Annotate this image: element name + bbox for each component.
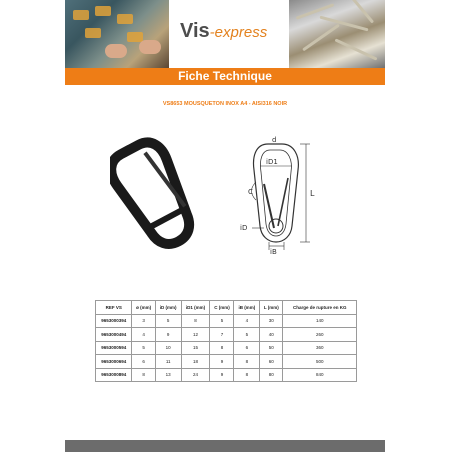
carabiner-photo xyxy=(110,135,202,263)
screws-photo xyxy=(289,0,385,68)
cell-ref: 9653000394 xyxy=(96,314,132,328)
cell-l: 60 xyxy=(260,355,283,369)
cell-l: 30 xyxy=(260,314,283,328)
table-row xyxy=(96,368,357,382)
header-banner xyxy=(65,0,385,68)
cell-l: 80 xyxy=(260,368,283,382)
label-l: L xyxy=(310,189,315,198)
cell-ref: 9653000894 xyxy=(96,368,132,382)
spec-sheet-page xyxy=(65,0,385,452)
cell-id: 13 xyxy=(155,368,181,382)
specs-header-row xyxy=(96,301,357,315)
cell-ib: 6 xyxy=(234,341,260,355)
table-row xyxy=(96,314,357,328)
cell-c: 9 xyxy=(210,355,234,369)
cell-id: 10 xyxy=(155,341,181,355)
cell-id1: 24 xyxy=(181,368,210,382)
label-c: C xyxy=(248,188,253,196)
header-l: L (mm) xyxy=(260,301,283,315)
cell-id: 11 xyxy=(155,355,181,369)
table-row xyxy=(96,355,357,369)
cell-charge: 500 xyxy=(283,355,357,369)
cell-ib: 5 xyxy=(234,328,260,342)
cell-diameter: 8 xyxy=(132,368,155,382)
cell-id1: 18 xyxy=(181,355,210,369)
label-ib: iB xyxy=(270,248,277,255)
specs-table xyxy=(95,300,357,382)
brand-main: Vis xyxy=(180,20,210,42)
label-id1: iD1 xyxy=(266,158,278,166)
cell-c: 9 xyxy=(210,368,234,382)
cell-diameter: 3 xyxy=(132,314,155,328)
cell-id1: 8 xyxy=(181,314,210,328)
dimension-diagram xyxy=(240,130,330,255)
label-d: d xyxy=(272,136,277,144)
workshop-photo xyxy=(65,0,169,68)
header-diameter: ø (mm) xyxy=(132,301,155,315)
cell-ib: 8 xyxy=(234,368,260,382)
cell-diameter: 4 xyxy=(132,328,155,342)
logo-area xyxy=(169,0,289,68)
cell-charge: 260 xyxy=(283,328,357,342)
table-row xyxy=(96,341,357,355)
cell-ref: 9653000694 xyxy=(96,355,132,369)
cell-l: 40 xyxy=(260,328,283,342)
header-ref: REF VS xyxy=(96,301,132,315)
header-id: iD (mm) xyxy=(155,301,181,315)
header-id1: iD1 (mm) xyxy=(181,301,210,315)
cell-charge: 140 xyxy=(283,314,357,328)
cell-charge: 840 xyxy=(283,368,357,382)
brand-suffix: -express xyxy=(209,24,268,41)
cell-diameter: 6 xyxy=(132,355,155,369)
cell-ib: 4 xyxy=(234,314,260,328)
cell-c: 5 xyxy=(210,314,234,328)
header-ib: iB (mm) xyxy=(234,301,260,315)
section-title-bar xyxy=(65,68,385,85)
cell-ref: 9653000594 xyxy=(96,341,132,355)
product-title: VS8653 MOUSQUETON INOX A4 - AISI316 NOIR xyxy=(162,101,288,107)
cell-id: 9 xyxy=(155,328,181,342)
cell-id: 5 xyxy=(155,314,181,328)
cell-id1: 15 xyxy=(181,341,210,355)
table-row xyxy=(96,328,357,342)
cell-c: 7 xyxy=(210,328,234,342)
header-c: C (mm) xyxy=(210,301,234,315)
cell-c: 8 xyxy=(210,341,234,355)
cell-ib: 8 xyxy=(234,355,260,369)
cell-l: 50 xyxy=(260,341,283,355)
footer-bar xyxy=(65,440,385,452)
section-title: Fiche Technique xyxy=(178,69,272,83)
cell-diameter: 5 xyxy=(132,341,155,355)
header-charge: Charge de rupture en KG xyxy=(283,301,357,315)
brand-logo xyxy=(180,20,267,43)
cell-id1: 12 xyxy=(181,328,210,342)
cell-charge: 360 xyxy=(283,341,357,355)
label-id: iD xyxy=(240,224,248,232)
cell-ref: 9653000494 xyxy=(96,328,132,342)
